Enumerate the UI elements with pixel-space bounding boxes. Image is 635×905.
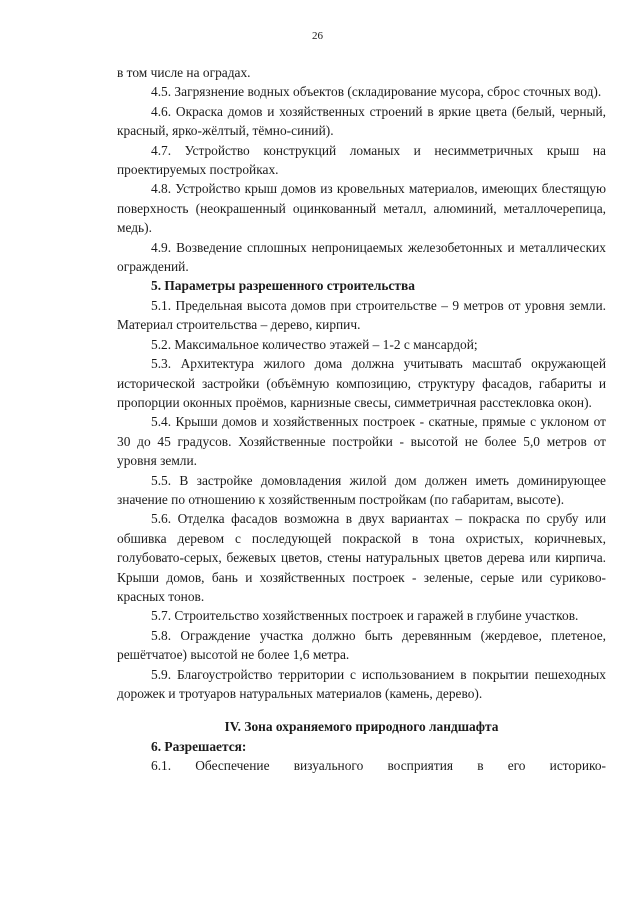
paragraph-4-7: 4.7. Устройство конструкций ломаных и несимметричных крыш на проектируемых постройках. <box>117 142 606 178</box>
paragraph-5-4: 5.4. Крыши домов и хозяйственных построек - скатные, прямые с уклоном от 30 до 45 градусов. Хозяйственные постройки - высотой не более 5,0 метров от уровня земли. <box>117 414 606 469</box>
section-heading-5: 5. Параметры разрешенного строительства <box>151 278 415 294</box>
paragraph-4-6: 4.6. Окраска домов и хозяйственных строений в яркие цвета (белый, черный, красный, ярко-жёлтый, тёмно-синий). <box>117 103 606 139</box>
paragraph-continuation-4-4: в том числе на оградах. <box>117 65 251 80</box>
page-number: 26 <box>312 30 323 42</box>
paragraph-4-8: 4.8. Устройство крыш домов из кровельных материалов, имеющих блестящую поверхность (неокрашенный оцинкованный металл, алюминий, металлочерепица, медь). <box>117 181 606 236</box>
paragraph-4-9: 4.9. Возведение сплошных непроницаемых железобетонных и металлических ограждений. <box>117 239 606 275</box>
paragraph-6-1: 6.1. Обеспечение визуального восприятия в его историко- <box>151 758 606 774</box>
section-heading-6: 6. Разрешается: <box>151 738 247 754</box>
zone-heading-IV: IV. Зона охраняемого природного ландшафта <box>224 719 499 735</box>
paragraph-5-7: 5.7. Строительство хозяйственных построек и гаражей в глубине участков. <box>151 608 579 624</box>
paragraph-5-6: 5.6. Отделка фасадов возможна в двух вариантах – покраска по срубу или обшивка деревом с последующей покраской в тона охристых, коричневых, голубовато-серых, бежевых цветов, стены натуральных цветов дерева или кирпича. Крыши домов, бань и хозяйственных построек - зеленые, серые или суриково-красных тонов. <box>117 511 606 604</box>
paragraph-4-5: 4.5. Загрязнение водных объектов (складирование мусора, сброс сточных вод). <box>151 84 602 100</box>
document-body <box>117 63 606 776</box>
paragraph-5-1: 5.1. Предельная высота домов при строительстве – 9 метров от уровня земли. Материал строительства – дерево, кирпич. <box>117 297 606 333</box>
paragraph-5-8: 5.8. Ограждение участка должно быть деревянным (жердевое, плетеное, решётчатое) высотой не более 1,6 метра. <box>117 627 606 663</box>
paragraph-5-5: 5.5. В застройке домовладения жилой дом должен иметь доминирующее значение по отношению к хозяйственным постройкам (по габаритам, высоте). <box>117 472 606 507</box>
paragraph-5-9: 5.9. Благоустройство территории с использованием в покрытии пешеходных дорожек и тротуаров натуральных материалов (камень, дерево). <box>117 666 606 701</box>
paragraph-5-3: 5.3. Архитектура жилого дома должна учитывать масштаб окружающей исторической застройки (объёмную композицию, структуру фасадов, габариты и пропорции оконных проёмов, карнизные свесы, симметричная расстекловка окон). <box>117 356 606 410</box>
paragraph-5-2: 5.2. Максимальное количество этажей – 1-2 с мансардой; <box>151 336 478 352</box>
